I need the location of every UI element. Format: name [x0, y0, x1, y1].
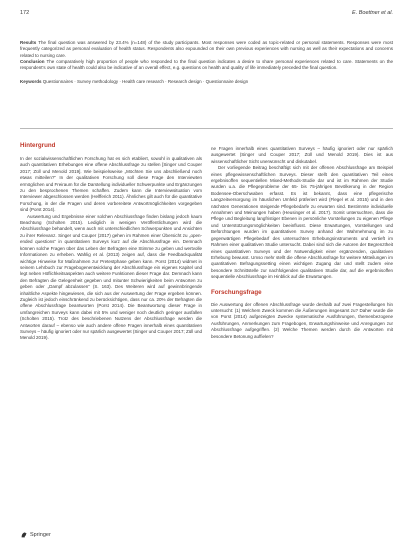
- springer-horse-icon: [20, 531, 28, 539]
- right-column: [211, 146, 393, 340]
- running-author: E. Boettner et al.: [352, 10, 393, 16]
- paragraph: Auswertung und Ergebnisse einer solchen Abschlussfrage finden bislang jedoch kaum Beachtung (Scholten 2015). Lediglich in wenigen Veröffentlichungen wird die Abschlussfrage behandelt, wenn auch mit unterschiedlichen Schwerpunkten und Ansichten zu ihrer Relevanz. Singer und Couper (2017) gehen im Rahmen einer Übersicht zu „open-ended questions“ in quantitativen Surveys kurz auf die Abschlussfrage ein. Demnach können solche Fragen über das Leben der Befragten eine Stimme zu geben und wertvolle Informationen zu erheben. Wahlig et al. (2013) zeigen auf, dass die Feedbackqualität wichtige Hinweise für Maßnahmen zur Pretestphase geben kann. Porst (2014) widmet in seinem Lehrbuch zur Fragebogenentwicklung der Abschlussfrage ein eigenes Kapitel und legt neben Höflichkeitsaspekten auch weitere Funktionen dieser Frage dar. Demnach kann den Befragten die Gelegenheit gegeben und mitunter Schwierigkeiten beim Antworten zu geben oder „Dampf abzulassen“ (S. 163). Des Weiteren wird auf gewinnbringende inhaltliche Aspekte hingewiesen, die sich aus der Auswertung der Frage ergeben können. Zugleich ist jedoch einschränkend zu berücksichtigen, dass nur ca. 20% der Befragten die offene Abschlussfrage beantworten (Porst 2014). Die Beantwortung dieser Frage in umfangreichen Surveys kann dabei mit 5% und weniger noch deutlich geringer ausfallen (Scholten 2015). Trotz des beschriebenen Nutzens der Abschlussfrage werden die Antworten darauf – ebenso wie auch andere offene Fragen innerhalb eines quantitativen Surveys – häufig ignoriert oder nur spärlich ausgewertet (Singer und Couper 2017; Züll und Menold 2019).: [20, 213, 202, 341]
- section-heading-research-question: Forschungsfrage: [211, 288, 262, 296]
- abstract-conclusion: [20, 59, 393, 72]
- conclusion-label: Conclusion: [20, 59, 45, 65]
- page-footer: [20, 530, 51, 540]
- keywords-label: Keywords: [20, 78, 42, 84]
- keywords-text: Questionnaires · Survey methodology · Health care research · Research design · Questionnaire design: [42, 78, 249, 84]
- paragraph: Die Auswertung der offenen Abschlussfrage wurde deshalb auf zwei Fragestellungen hin untersucht: (1) Welchem Zweck kommen die Äußerungen insgesamt zu? Daher wurde die von Porst (2014) aufgezeigten Zwecke systematische Ausführungen, themenbezogene Ausführungen, Anmerkungen zum Fragebogen, Erwartungshinweise und Anregungen zur Abschlussfrage aufgegriffen. (2) Welche Themen werden durch die Antworten mit besondere Betonung auffielen?: [211, 301, 393, 339]
- abstract-results: [20, 40, 393, 59]
- results-label: Results: [20, 40, 37, 45]
- section-heading-background: Hintergrund: [20, 142, 56, 149]
- abstract-keywords: [20, 79, 393, 85]
- conclusion-text: The comparatively high proportion of people who responded to the final question indicates a desire to share personal experiences related to care. Statements on the respondent's own state of health could also be indicative of an overall effect, e.g. questions on health and quality of life immediately preceded the final question.: [20, 59, 393, 71]
- paragraph: ne Fragen innerhalb eines quantitativen Surveys – häufig ignoriert oder nur spärlich ausgewertet (Singer und Couper 2017; Züll und Menold 2019). Dies ist aus wissenschaftlicher Sicht unerwünscht und diskutabel.: [211, 146, 393, 164]
- left-column: [20, 142, 202, 342]
- english-abstract: [20, 40, 393, 85]
- page-number: 172: [20, 10, 30, 16]
- results-text: The final question was answered by 23.4% (n=148) of the study participants. Most responses were coded as topic-related or personal statements. Responses were most frequently categorized as personal evaluation of health status. Respondents also expounded on their own previous experiences with nursing as well as their expectations and concerns related to nursing care.: [20, 40, 393, 58]
- publisher-name: Springer: [30, 532, 51, 538]
- abstract-divider: [20, 128, 393, 129]
- paragraph: In der sozialwissenschaftlichen Forschung hat es sich etabliert, sowohl in qualitativen als auch quantitativen Erhebungen eine offene Abschlussfrage zu stellen [Singer und Couper 2017; Züll und Menold 2019]. Wie beispielsweise „Möchten Sie uns abschließend noch etwas mitteilen?“ In der qualitativen Forschung soll diese Frage den Interviewten ermöglichen und Freiraum für die Darstellung individueller Schwerpunkte und Ergänzungen zu den besprochenen Themen schaffen. Zudem kann die Interviewsituation vom Interviewer abgeschlossen werden (Helfferich 2011). Ähnliches gilt auch für die quantitative Forschung, in der die Fragen und deren vorbereitete Antwortmöglichkeiten vorgegeben sind (Porst 2014).: [20, 156, 202, 213]
- running-header: [20, 9, 393, 17]
- paragraph: Der vorliegende Beitrag beschäftigt sich mit der offenen Abschlussfrage am Beispiel eines pflegewissenschaftlichen Surveys. Dieser stellt den quantitativen Teil eines ergebnisoffen sequentiellen Mixed-Methods-Studie dar und ist im Rahmen der Studie wurden u.a. die Pflegeprobleme der 65- bis 75-jährigen Bevölkerung in der Region Bodensee-Oberschwaben erfasst. Es ist bekannt, dass eine pflegerische Langzeitversorgung im häuslichen Umfeld präferiert wird (Flegel et al. 2015) und in den nächsten Generationen steigende Pflegebedarfe zu erwarten sind. Bestimmte individuelle Annahmen und Meinungen haben (Heusinger et al. 2017). Somit untersuchten, dass die Pflege und Begleitung langfristiger Ebenen in persönliche Vorstellungen zu eigenen Pflege und Unterstützungsmöglichkeiten beeinflusst. Diese Erwartungen, Vorstellungen und Befürchtungen wurden im quantitativen Survey anhand der Wahrnehmung im zu gegenwärtigen Pflegebedarf des untersuchten Erhebungsinstruments und vertieft im Rahmen einer qualitativen Studie untersucht. Dabei sind sich die Autoren der Begrenztheit eines quantitativen Surveys und der Notwendigkeit einer ergänzenden, qualitativen Erhebung bewusst. Umso mehr stellt die offene Abschlussfrage für weitere Mitteilungen im quantitativen Befragungssetting einen wichtigen Zugang dar und stellt zudem eine besondere Schnittstelle zur nachfolgenden qualitativen Studie dar, auf die ergebnisoffen sequentielle Abschlussfrage im Hinblick auf die Erwartungen.: [211, 165, 393, 280]
